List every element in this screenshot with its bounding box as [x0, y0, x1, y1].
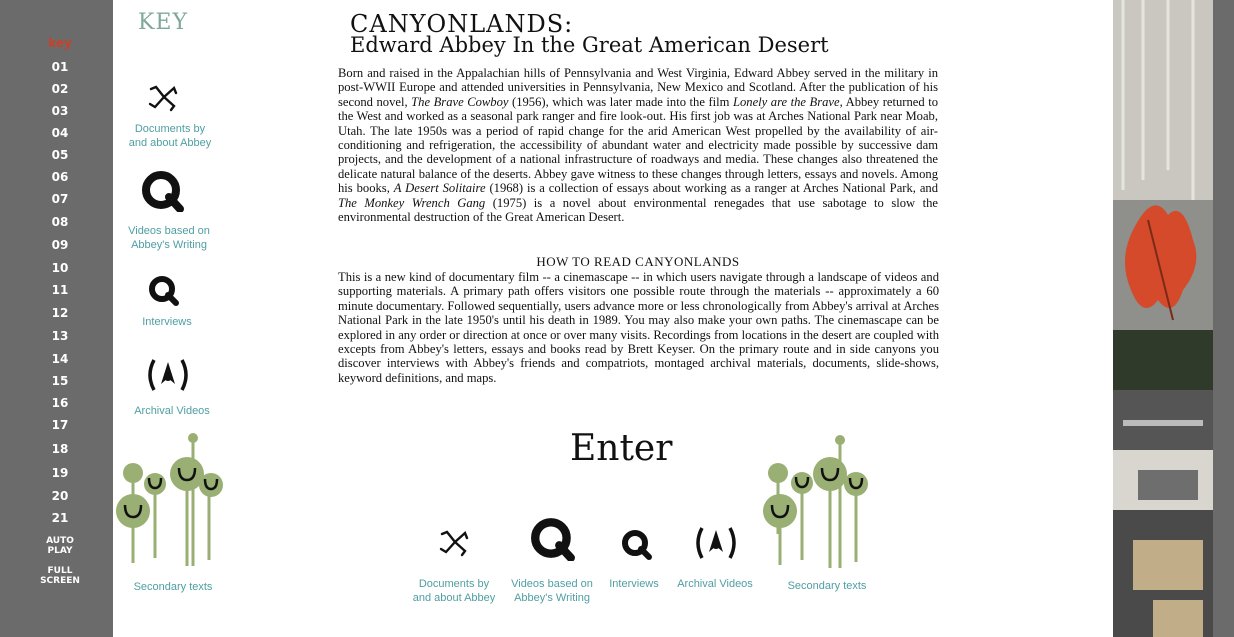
book-title: Lonely are the Brave, [732, 94, 843, 109]
small-q-icon [148, 275, 180, 307]
tripod-parentheses-icon[interactable] [694, 524, 738, 562]
small-q-icon[interactable] [621, 529, 653, 561]
auto-play-label-2: PLAY [47, 546, 73, 556]
how-to-heading: HOW TO READ CANYONLANDS [536, 254, 740, 269]
page-subtitle: Edward Abbey In the Great American Desert [350, 33, 829, 57]
secondary-plants-icon[interactable] [760, 430, 876, 570]
legend-documents-line2: and about Abbey [412, 592, 496, 604]
nav-chapter-14[interactable]: 14 [51, 352, 69, 366]
book-title: The Monkey Wrench Gang [338, 195, 486, 210]
nav-chapter-02[interactable]: 02 [51, 82, 69, 96]
full-screen-button[interactable] [0, 566, 120, 586]
magnifier-q-icon [141, 170, 185, 212]
nav-chapter-05[interactable]: 05 [51, 148, 69, 162]
legend-videos-label[interactable] [502, 577, 602, 605]
auto-play-label-1: AUTO [46, 536, 74, 546]
nav-key-link[interactable]: key [48, 36, 72, 50]
full-screen-label-1: FULL [47, 566, 73, 576]
bio-text-run: (1956), which was later made into the film [508, 94, 733, 109]
nav-chapter-04[interactable]: 04 [51, 126, 69, 140]
how-to-paragraph: This is a new kind of documentary film -- a cinemascape -- in which users navigate through a landscape of videos and supporting materials. A primary path offers visitors one possible route through the materials -- approximately a 60 minute documentary. Followed sequentially, users advance more or less chronologically from Abbey's arrival at Arches National Park in the late 1950's until his death in 1989. You may also make your own paths. The cinemascape can be explored in any order or direction at once or over many visits. Recordings from locations in the desert are coupled with excepts from Abbey's letters, essays and books read by Brett Keyser. On the primary route and in side canyons you discover interviews with Abbey's friends and compatriots, montaged archival materials, documents, slide-shows, keyword definitions, and maps. [338, 270, 939, 385]
enter-link[interactable]: Enter [570, 428, 673, 469]
legend-interviews-label[interactable]: Interviews [609, 578, 659, 590]
nav-chapter-11[interactable]: 11 [51, 283, 69, 297]
bio-text-run: (1968) is a collection of essays about working as a ranger at Arches National Park, and [485, 181, 939, 196]
decorative-collage [1113, 0, 1213, 637]
bio-text-run: (1975) is a novel about environmental renegades that use sabotage to slow the environmental destruction of the Great American Desert. [338, 195, 938, 225]
nav-chapter-12[interactable]: 12 [51, 306, 69, 320]
nav-chapter-20[interactable]: 20 [51, 489, 69, 503]
book-title: A Desert Solitaire [393, 181, 486, 196]
nav-chapter-10[interactable]: 10 [51, 261, 69, 275]
pinwheel-icon[interactable] [438, 527, 472, 557]
key-archival-label: Archival Videos [134, 405, 210, 417]
nav-chapter-07[interactable]: 07 [51, 192, 69, 206]
auto-play-button[interactable] [0, 536, 120, 556]
chapter-nav [0, 0, 113, 637]
nav-chapter-08[interactable]: 08 [51, 215, 69, 229]
book-title: The Brave Cowboy [411, 94, 509, 109]
key-secondary-label: Secondary texts [133, 581, 213, 593]
nav-chapter-09[interactable]: 09 [51, 238, 69, 252]
nav-chapter-19[interactable]: 19 [51, 466, 69, 480]
collage-image [1113, 0, 1213, 637]
page-title: CANYONLANDS: [350, 10, 574, 38]
legend-videos-line1: Videos based on [511, 578, 593, 590]
key-videos-line1: Videos based on [128, 225, 210, 237]
nav-chapter-16[interactable]: 16 [51, 396, 69, 410]
tripod-parentheses-icon [146, 356, 190, 394]
full-screen-label-2: SCREEN [40, 576, 80, 586]
nav-chapter-17[interactable]: 17 [51, 418, 69, 432]
legend-archival-label[interactable]: Archival Videos [677, 578, 753, 590]
nav-chapter-01[interactable]: 01 [51, 60, 69, 74]
bio-text-run: Born and raised in the Appalachian hills of Pennsylvania and West Virginia, Edward Abbey served in the military in post-WWII Europe and attended universities in Pennsylvania, New Mexico and Scotland. After the publication of his second novel, [338, 66, 938, 109]
legend-documents-line1: Documents by [418, 578, 490, 590]
key-documents-label [120, 122, 220, 150]
nav-chapter-15[interactable]: 15 [51, 374, 69, 388]
nav-chapter-06[interactable]: 06 [51, 170, 69, 184]
key-title: KEY [138, 10, 189, 35]
nav-chapter-21[interactable]: 21 [51, 511, 69, 525]
key-documents-line1: Documents by [134, 123, 206, 135]
bio-text-run: Abbey returned to the West and worked as a seasonal park ranger and fire look-out. His first job was at Arches National Park near Moab, Utah. The late 1950s was a period of rapid change for the arid American West propelled by the availability of air-conditioning and refrigeration, the accessibility of abundant water and electricity made possible by successive dam projects, and the development of a national infrastructure of roadways and media. These changes also threatened the delicate natural balance of the deserts. Abbey gave witness to these changes through letters, essays and novels. Among his books, [338, 94, 938, 196]
right-border-bar [1213, 0, 1234, 637]
secondary-plants-icon [113, 428, 229, 568]
nav-chapter-13[interactable]: 13 [51, 329, 69, 343]
key-documents-line2: and about Abbey [128, 137, 212, 149]
legend-secondary-label[interactable]: Secondary texts [787, 580, 867, 592]
key-interviews-label: Interviews [142, 316, 192, 328]
legend-videos-line2: Abbey's Writing [514, 592, 590, 604]
nav-chapter-18[interactable]: 18 [51, 442, 69, 456]
nav-chapter-03[interactable]: 03 [51, 104, 69, 118]
pinwheel-icon [147, 82, 181, 112]
key-videos-label [116, 224, 222, 252]
legend-documents-label[interactable] [404, 577, 504, 605]
key-videos-line2: Abbey's Writing [131, 239, 207, 251]
magnifier-q-icon[interactable] [530, 517, 576, 561]
biography-paragraph [338, 66, 938, 224]
